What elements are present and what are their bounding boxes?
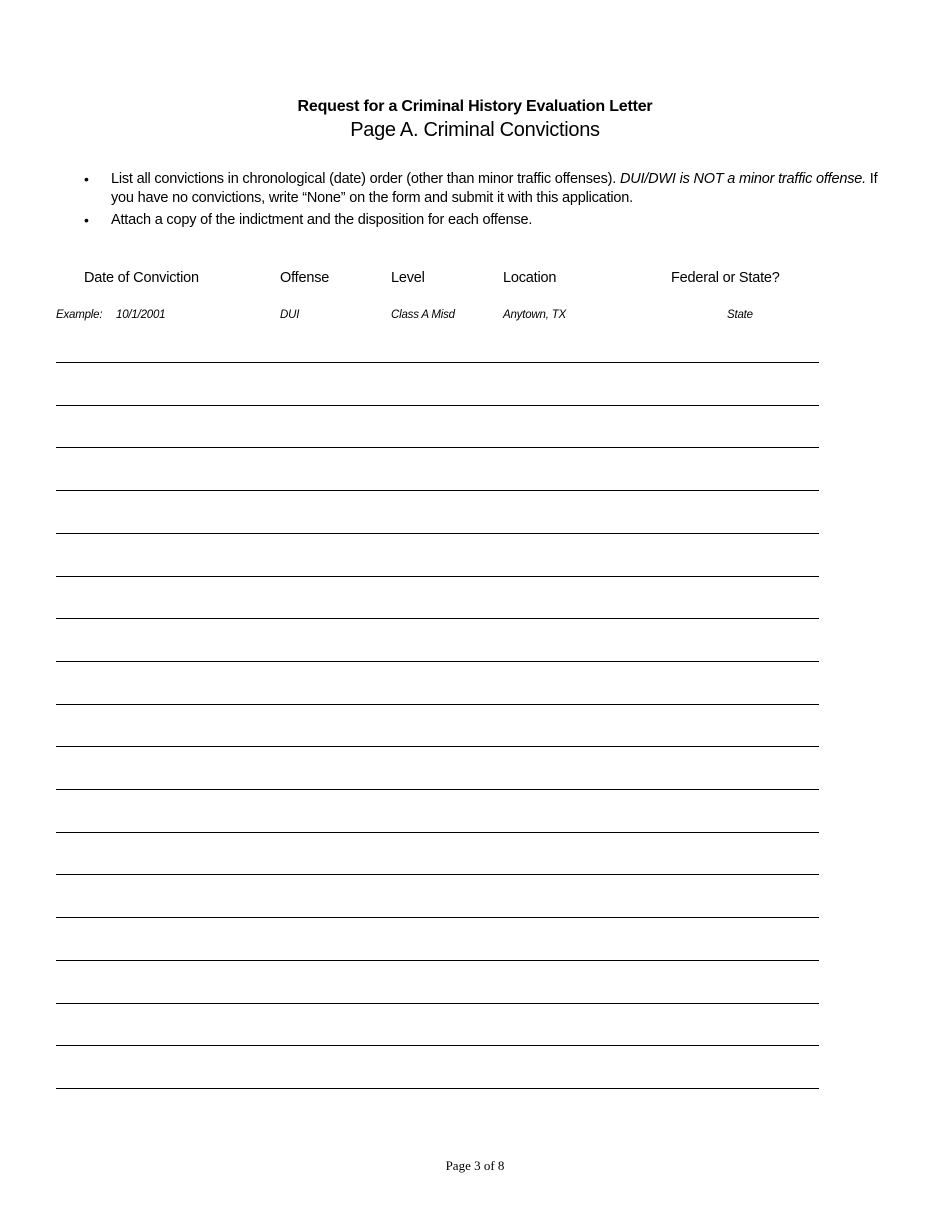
conviction-entry-line[interactable] <box>56 832 819 833</box>
instruction-text: List all convictions in chronological (date) order (other than minor traffic offenses). <box>111 171 620 187</box>
conviction-entry-line[interactable] <box>56 960 819 961</box>
column-header-location: Location <box>503 270 557 286</box>
conviction-entry-line[interactable] <box>56 533 819 534</box>
conviction-entry-line[interactable] <box>56 1045 819 1046</box>
column-header-jurisdiction: Federal or State? <box>671 270 780 286</box>
page-number: Page 3 of 8 <box>445 1158 505 1173</box>
example-offense: DUI <box>280 309 300 321</box>
instruction-text: If you have no convictions, write “None” on the form and submit it with this application. <box>111 171 878 206</box>
conviction-entry-line[interactable] <box>56 576 819 577</box>
column-header-date: Date of Conviction <box>84 270 199 286</box>
instruction-item-attach <box>84 211 884 230</box>
example-level: Class A Misd <box>391 309 455 321</box>
instruction-item-chronological <box>84 170 884 208</box>
example-date: 10/1/2001 <box>116 309 166 321</box>
conviction-entry-line[interactable] <box>56 490 819 491</box>
instructions-list <box>84 170 884 233</box>
instruction-emphasis: DUI/DWI is NOT a minor traffic offense. <box>619 171 866 187</box>
page-subtitle: Page A. Criminal Convictions <box>350 119 600 141</box>
conviction-entry-line[interactable] <box>56 618 819 619</box>
conviction-entry-line[interactable] <box>56 405 819 406</box>
conviction-entry-line[interactable] <box>56 362 819 363</box>
example-location: Anytown, TX <box>503 309 566 321</box>
instruction-text: Attach a copy of the indictment and the disposition for each offense. <box>111 212 533 228</box>
conviction-entry-line[interactable] <box>56 447 819 448</box>
conviction-entry-line[interactable] <box>56 789 819 790</box>
conviction-entry-line[interactable] <box>56 874 819 875</box>
example-label: Example: <box>56 309 103 321</box>
conviction-entry-line[interactable] <box>56 746 819 747</box>
conviction-entry-line[interactable] <box>56 661 819 662</box>
bullet-icon: • <box>84 171 89 187</box>
column-header-offense: Offense <box>280 270 330 286</box>
conviction-entry-line[interactable] <box>56 1088 819 1089</box>
conviction-entry-line[interactable] <box>56 917 819 918</box>
conviction-entry-line[interactable] <box>56 704 819 705</box>
conviction-entry-line[interactable] <box>56 1003 819 1004</box>
column-header-level: Level <box>391 270 425 286</box>
form-title: Request for a Criminal History Evaluation Letter <box>297 98 653 115</box>
bullet-icon: • <box>84 212 89 228</box>
example-jurisdiction: State <box>727 309 753 321</box>
